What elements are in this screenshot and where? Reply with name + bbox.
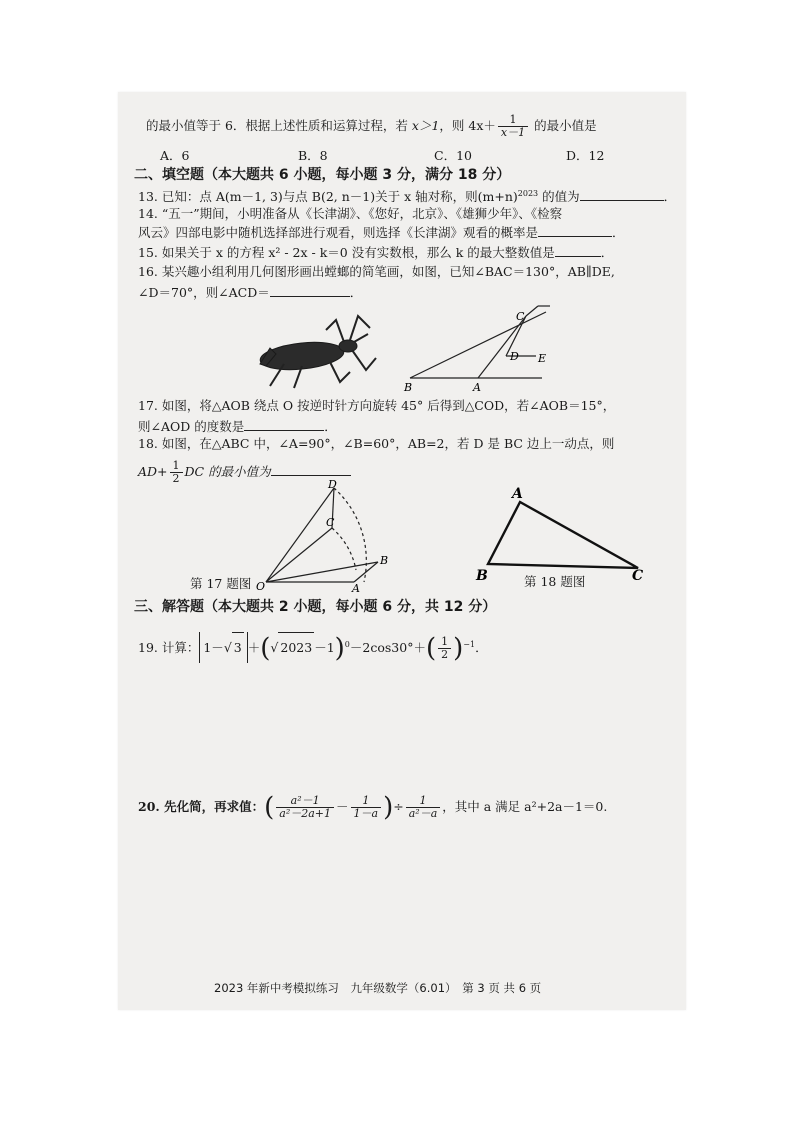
q17-label-c: C [326,516,335,529]
q18-label-b: B [476,568,488,584]
q15-answer-blank[interactable] [555,244,601,257]
q18-line1: 18. 如图，在△ABC 中，∠A=90°，∠B=60°，AB=2，若 D 是 BC 边上一动点，则 [138,436,615,451]
q16-label-c: C [516,310,525,323]
q14-answer-blank[interactable] [538,224,612,237]
q16-label-a: A [473,381,481,394]
q16-label-d: D [510,350,519,363]
q12-option-c: C．10 [434,148,472,163]
section-3-title: 三、解答题（本大题共 2 小题，每小题 6 分，共 12 分） [134,599,497,615]
q17-line1: 17. 如图，将△AOB 绕点 O 按逆时针方向旋转 45° 后得到△COD，若∠AOB＝15°， [138,398,616,413]
q18-line2: AD+ $\frac{1}{2}$ DC 的最小值为 [138,460,351,485]
q12-option-d: D．12 [566,148,605,163]
q14-line1: 14. “五一”期间，小明准备从《长津湖》、《您好，北京》、《雄狮少年》、《检察 [138,206,563,221]
mantis-picture [240,306,380,392]
q18-label-a: A [512,486,523,502]
q17-figure [256,478,389,595]
q18-figure [470,484,650,584]
q18-fraction: $\frac{1}{2}$ [170,460,183,485]
q20-fraction-2: $\frac{1}{1-a}$ [351,795,382,820]
q14-line2: 风云》四部电影中随机选择部进行观看，则选择《长津湖》观看的概率是 ． [138,225,625,240]
q16-figure [398,298,558,394]
q15-text: 15. 如果关于 x 的方程 x² - 2x - k＝0 没有实数根，那么 k 的最大整数值是 ． [138,245,614,260]
q13-answer-blank[interactable] [580,188,664,201]
q17-label-d: D [328,478,337,491]
q17-label-a: A [352,582,360,595]
q12-fraction: $\frac{1}{x-1}$ [498,114,528,139]
q12-option-b: B．8 [298,148,328,163]
q18-label-c: C [632,568,644,584]
q18-caption: 第 18 题图 [524,574,586,589]
q19-half-fraction: $\frac{1}{2}$ [438,636,451,661]
q20-fraction-3: $\frac{1}{\text{a²－a}}$ [406,795,441,820]
page-footer: 2023 年新中考模拟练习 九年级数学（6.01） 第 3 页 共 6 页 [214,981,542,995]
q16-label-b: B [404,381,413,394]
q16-line1: 16. 某兴趣小组利用几何图形画出螳螂的简笔画，如图，已知∠BAC＝130°，AB∥DE, [138,264,615,279]
q16-label-e: E [538,352,547,365]
q16-answer-blank[interactable] [270,284,350,297]
q20-expression: 20. 先化简，再求值：( $\frac{\text{a²－1}}{\text{a²－2a+1}}$ － $\frac{1}{1-a}$ )÷ $\frac{1}{\text{a²－a}}$ ，其中 a 满足 a²+2a－1＝0. [138,792,608,823]
q17-answer-blank[interactable] [244,418,324,431]
q19-absolute-value: 1－√ 3 [199,632,247,663]
q17-line2: 则∠AOD 的度数是 ． [138,419,337,434]
q19-expression: 19. 计算： 1－√ 3 ＋(√ 2023 －1)$^0$－2cos30°＋( $\frac{1}{2}$ )$^{-1}$． [138,633,488,664]
q16-line2: ∠D＝70°，则∠ACD＝ ． [138,285,363,300]
q20-fraction-1: $\frac{\text{a²－1}}{\text{a²－2a+1}}$ [276,795,334,820]
section-2-title: 二、填空题（本大题共 6 小题，每小题 3 分，满分 18 分） [134,167,511,183]
q17-caption: 第 17 题图 [190,576,252,591]
q17-label-b: B [380,554,389,567]
q13-text: 13. 已知：点 A(m－1, 3)与点 B(2, n－1)关于 x 轴对称，则$(m+n)^{2023}$ 的值为 ． [138,189,677,205]
q17-label-o: O [256,580,266,593]
q12-text: 的最小值等于 6．根据上述性质和运算过程，若 x＞1，则 4x＋ $\frac{1}{x-1}$ 的最小值是 [146,113,597,139]
q12-option-a: A．6 [160,148,190,163]
q18-answer-blank[interactable] [271,463,351,476]
